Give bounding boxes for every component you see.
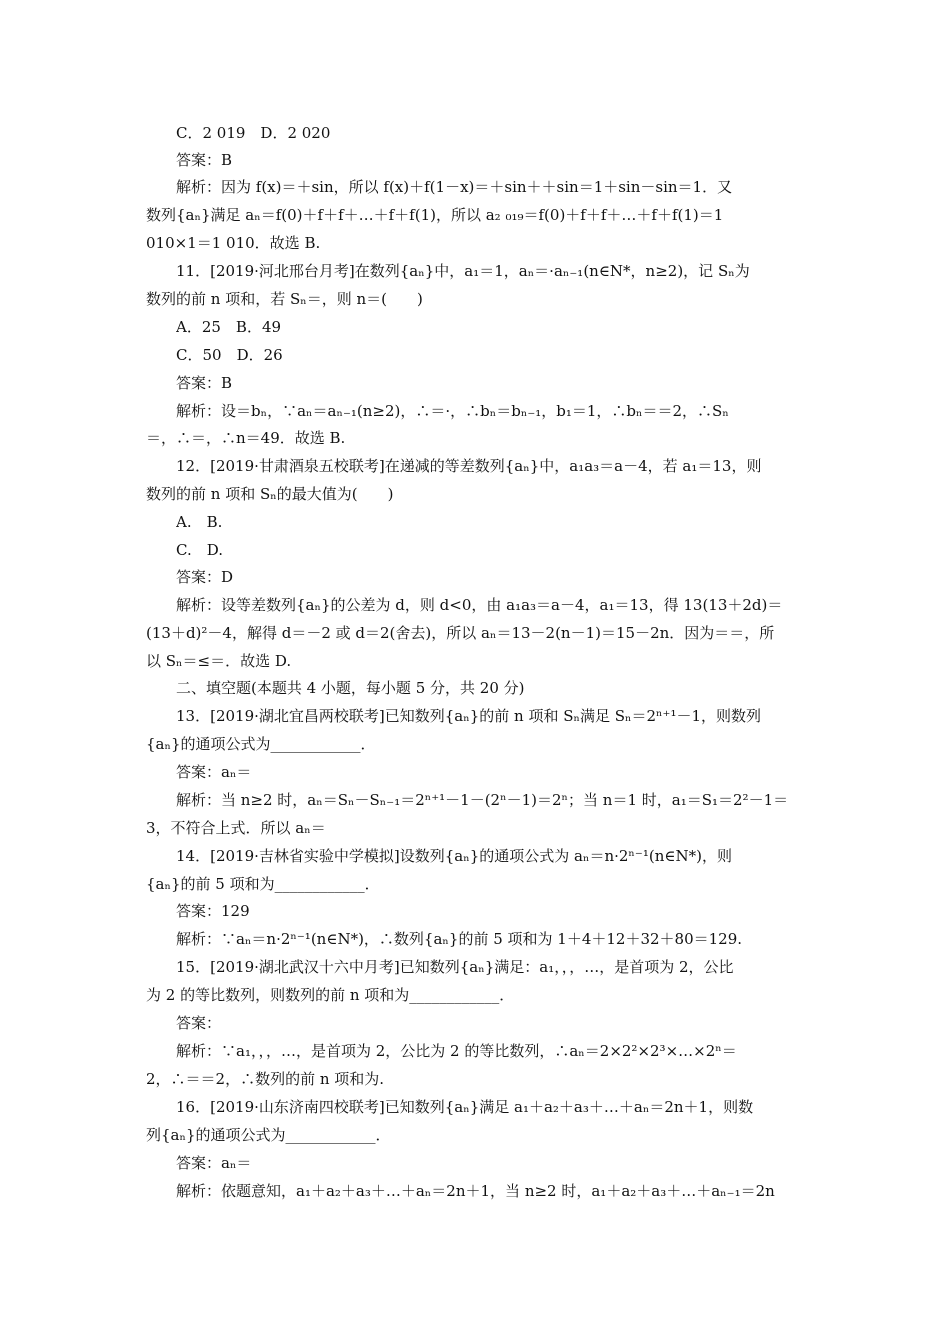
analysis-line: 3，不符合上式．所以 aₙ＝ [146, 819, 326, 837]
answer-line: 答案： [176, 1014, 222, 1032]
answer-line: 答案：aₙ＝ [176, 1154, 252, 1172]
answer-line: 答案：aₙ＝ [176, 763, 252, 781]
question-13: 13．[2019·湖北宜昌两校联考]已知数列{aₙ}的前 n 项和 Sₙ满足 Sₙ＝2ⁿ⁺¹－1，则数列 [176, 707, 762, 725]
analysis-line: (13＋d)²－4，解得 d＝－2 或 d＝2(舍去)，所以 aₙ＝13－2(n－1)＝15－2n．因为＝＝，所 [146, 624, 775, 642]
analysis-line: 解析：当 n≥2 时，aₙ＝Sₙ－Sₙ₋₁＝2ⁿ⁺¹－1－(2ⁿ－1)＝2ⁿ；当 n＝1 时，a₁＝S₁＝2²－1＝ [176, 791, 789, 809]
question-line: 数列的前 n 项和，若 Sₙ＝，则 n＝( ) [146, 290, 423, 308]
analysis-line: 以 Sₙ＝≤＝．故选 D. [146, 652, 292, 670]
analysis-line: 数列{aₙ}满足 aₙ＝f(0)＋f＋f＋…＋f＋f(1)，所以 a₂ ₀₁₉＝f(0)＋f＋f＋…＋f＋f(1)＝1 [146, 206, 724, 224]
question-12: 12．[2019·甘肃酒泉五校联考]在递减的等差数列{aₙ}中，a₁a₃＝a－4，若 a₁＝13，则 [176, 457, 762, 475]
question-line: {aₙ}的前 5 项和为____________． [146, 875, 380, 893]
answer-line: 答案：B [176, 374, 233, 392]
answer-line: 答案：B [176, 151, 233, 169]
option-line: A. B. [176, 513, 223, 531]
question-line: {aₙ}的通项公式为____________． [146, 735, 376, 753]
analysis-line: 解析：因为 f(x)＝＋sin，所以 f(x)＋f(1－x)＝＋sin＋＋sin＝1＋sin－sin＝1．又 [176, 178, 733, 196]
question-11: 11．[2019·河北邢台月考]在数列{aₙ}中，a₁＝1，aₙ＝·aₙ₋₁(n∈N*，n≥2)，记 Sₙ为 [176, 262, 750, 280]
question-14: 14．[2019·吉林省实验中学模拟]设数列{aₙ}的通项公式为 aₙ＝n·2ⁿ⁻¹(n∈N*)，则 [176, 847, 732, 865]
analysis-line: ＝，∴＝，∴n＝49．故选 B. [146, 429, 346, 447]
analysis-line: 解析：设＝bₙ，∵aₙ＝aₙ₋₁(n≥2)，∴＝·，∴bₙ＝bₙ₋₁，b₁＝1，∴bₙ＝＝2，∴Sₙ [176, 402, 729, 420]
analysis-line: 解析：∵aₙ＝n·2ⁿ⁻¹(n∈N*)，∴数列{aₙ}的前 5 项和为 1＋4＋12＋32＋80＝129. [176, 930, 743, 948]
analysis-line: 解析：∵a₁，，，…，是首项为 2，公比为 2 的等比数列，∴aₙ＝2×2²×2³×…×2ⁿ＝ [176, 1042, 737, 1060]
analysis-line: 解析：设等差数列{aₙ}的公差为 d，则 d<0，由 a₁a₃＝a－4，a₁＝13，得 13(13＋2d)＝ [176, 596, 783, 614]
question-line: 为 2 的等比数列，则数列的前 n 项和为____________． [146, 986, 515, 1004]
option-line: A．25 B．49 [176, 318, 282, 336]
question-15: 15．[2019·湖北武汉十六中月考]已知数列{aₙ}满足：a₁，，，…，是首项为 2，公比 [176, 958, 734, 976]
analysis-line: 2，∴＝＝2，∴数列的前 n 项和为. [146, 1070, 385, 1088]
option-line: C．50 D．26 [176, 346, 283, 364]
option-line: C．2 019 D．2 020 [176, 124, 331, 142]
analysis-line: 解析：依题意知，a₁＋a₂＋a₃＋…＋aₙ＝2n＋1，当 n≥2 时，a₁＋a₂＋a₃＋…＋aₙ₋₁＝2n [176, 1182, 775, 1200]
question-line: 列{aₙ}的通项公式为____________． [146, 1126, 391, 1144]
option-line: C. D. [176, 541, 223, 559]
question-16: 16．[2019·山东济南四校联考]已知数列{aₙ}满足 a₁＋a₂＋a₃＋…＋aₙ＝2n＋1，则数 [176, 1098, 754, 1116]
analysis-line: 010×1＝1 010．故选 B. [146, 234, 321, 252]
answer-line: 答案：129 [176, 902, 250, 920]
question-line: 数列的前 n 项和 Sₙ的最大值为( ) [146, 485, 394, 503]
answer-line: 答案：D [176, 568, 234, 586]
section-heading: 二、填空题(本题共 4 小题，每小题 5 分，共 20 分) [176, 679, 525, 697]
